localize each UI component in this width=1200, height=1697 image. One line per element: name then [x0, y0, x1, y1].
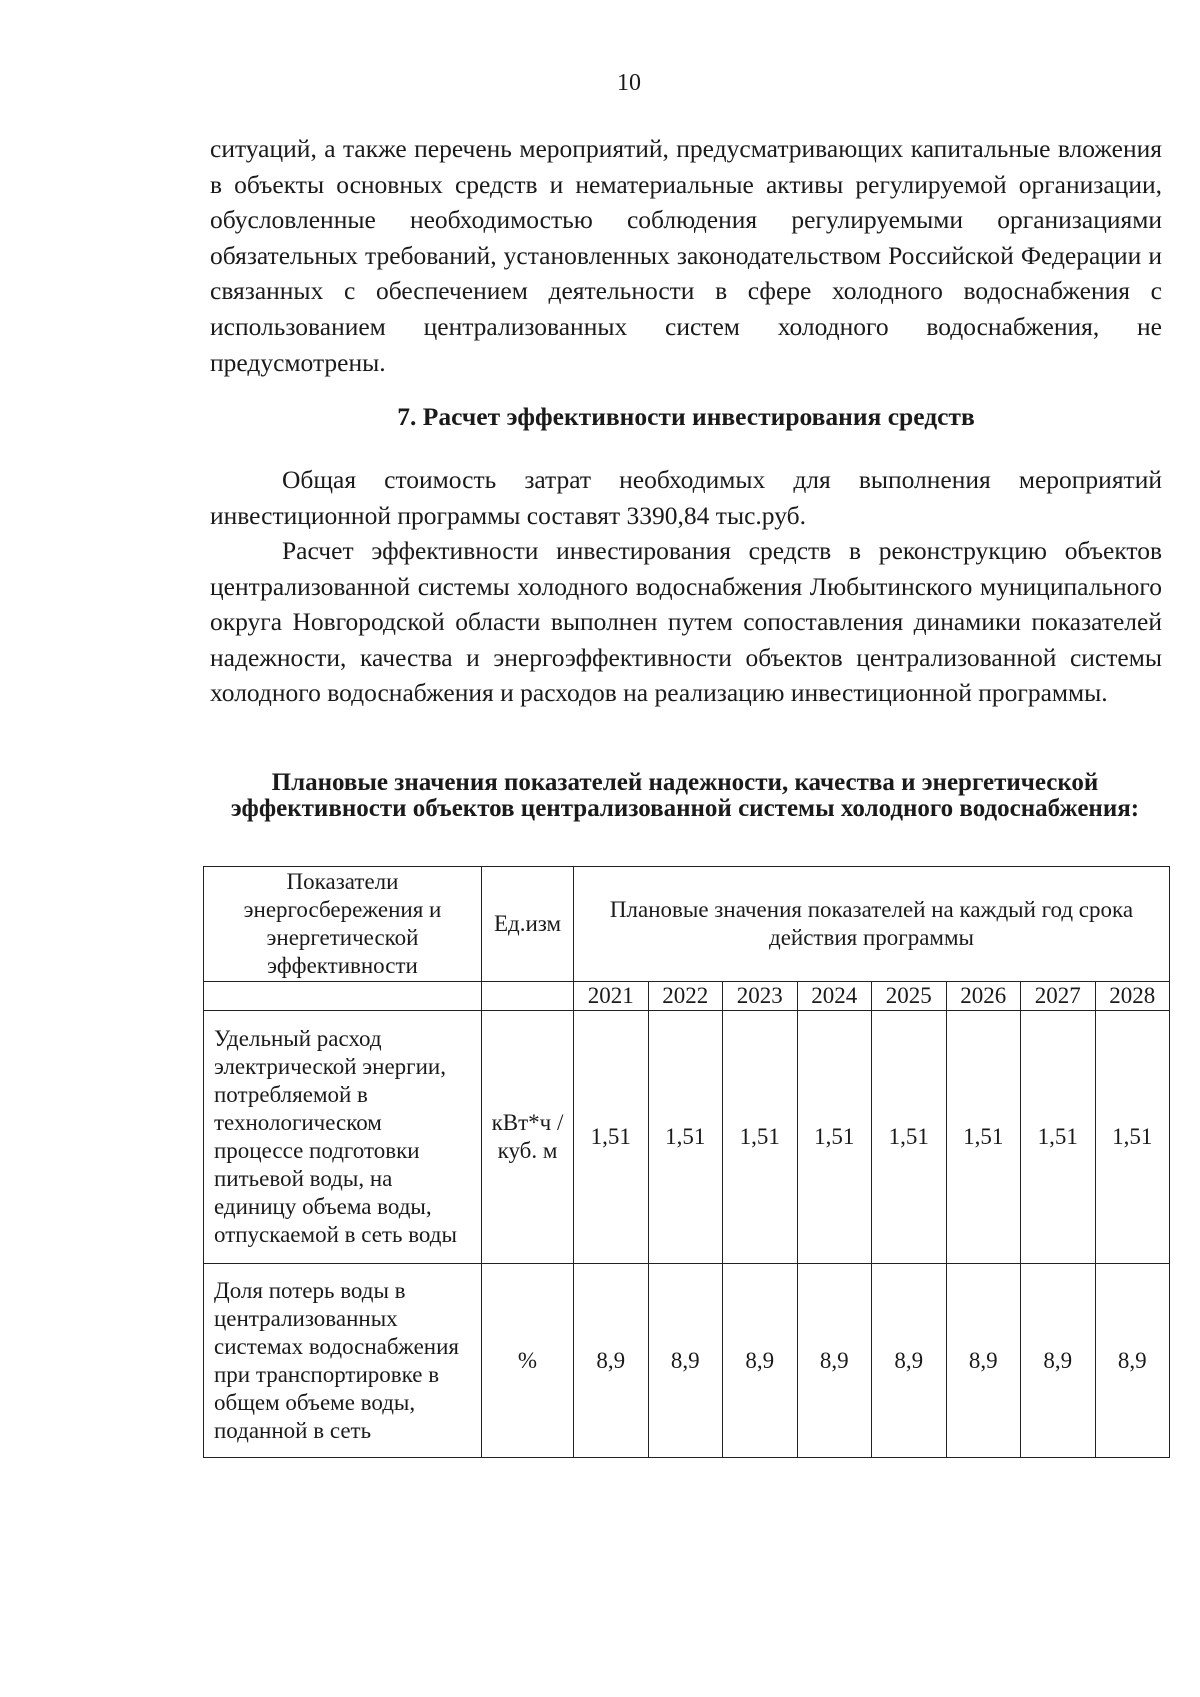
header-indicator: Показатели энергосбережения и энергетической эффективности [204, 867, 482, 982]
value-cell: 1,51 [723, 1011, 798, 1264]
table-row [204, 1264, 1170, 1458]
table-header-row [204, 867, 1170, 982]
table-row [204, 1011, 1170, 1264]
value-cell: 8,9 [574, 1264, 649, 1458]
indicator-unit: % [482, 1264, 574, 1458]
indicators-table [203, 866, 1170, 1458]
year-cell: 2023 [723, 982, 798, 1011]
value-cell: 8,9 [872, 1264, 947, 1458]
value-cell: 1,51 [1095, 1011, 1170, 1264]
value-cell: 1,51 [946, 1011, 1021, 1264]
value-cell: 8,9 [946, 1264, 1021, 1458]
header-plan-values: Плановые значения показателей на каждый год срока действия программы [574, 867, 1170, 982]
paragraph-intro: ситуаций, а также перечень мероприятий, предусматривающих капитальные вложения в объекты основных средств и нематериальные активы регулируемой организации, обусловленные необходимостью соблюдения регулируемыми организациями обязательных требований, установленных законодательством Российской Федерации и связанных с обеспечением деятельности в сфере холодного водоснабжения с использованием централизованных систем холодного водоснабжения, не предусмотрены. [210, 134, 1162, 377]
year-row-empty-indicator [204, 982, 482, 1011]
year-cell: 2024 [797, 982, 872, 1011]
year-cell: 2026 [946, 982, 1021, 1011]
year-cell: 2025 [872, 982, 947, 1011]
value-cell: 8,9 [1095, 1264, 1170, 1458]
page-number: 10 [617, 70, 641, 96]
year-cell: 2028 [1095, 982, 1170, 1011]
indicator-name: Доля потерь воды в централизованных системах водоснабжения при транспортировке в общем объеме воды, поданной в сеть [204, 1264, 482, 1458]
year-cell: 2021 [574, 982, 649, 1011]
value-cell: 1,51 [1021, 1011, 1096, 1264]
table-title: Плановые значения показателей надежности, качества и энергетической эффективности объектов централизованной системы холодного водоснабжения: [230, 769, 1140, 822]
paragraph-efficiency-calculation: Расчет эффективности инвестирования средств в реконструкцию объектов централизованной системы холодного водоснабжения Любытинского муниципального округа Новгородской области выполнен путем сопоставления динамики показателей надежности, качества и энергоэффективности объектов централизованной системы холодного водоснабжения и расходов на реализацию инвестиционной программы. [210, 536, 1162, 708]
indicator-unit: кВт*ч /куб. м [482, 1011, 574, 1264]
value-cell: 1,51 [648, 1011, 723, 1264]
year-row-empty-unit [482, 982, 574, 1011]
section-heading: 7. Расчет эффективности инвестирования средств [397, 402, 975, 431]
year-cell: 2027 [1021, 982, 1096, 1011]
year-cell: 2022 [648, 982, 723, 1011]
value-cell: 1,51 [872, 1011, 947, 1264]
value-cell: 1,51 [574, 1011, 649, 1264]
value-cell: 8,9 [723, 1264, 798, 1458]
value-cell: 8,9 [1021, 1264, 1096, 1458]
year-row [204, 982, 1170, 1011]
value-cell: 1,51 [797, 1011, 872, 1264]
header-unit: Ед.изм [482, 867, 574, 982]
value-cell: 8,9 [797, 1264, 872, 1458]
value-cell: 8,9 [648, 1264, 723, 1458]
paragraph-total-cost: Общая стоимость затрат необходимых для выполнения мероприятий инвестиционной программы составят 3390,84 тыс.руб. [210, 465, 1162, 530]
indicator-name: Удельный расход электрической энергии, потребляемой в технологическом процессе подготовки питьевой воды, на единицу объема воды, отпускаемой в сеть воды [204, 1011, 482, 1264]
